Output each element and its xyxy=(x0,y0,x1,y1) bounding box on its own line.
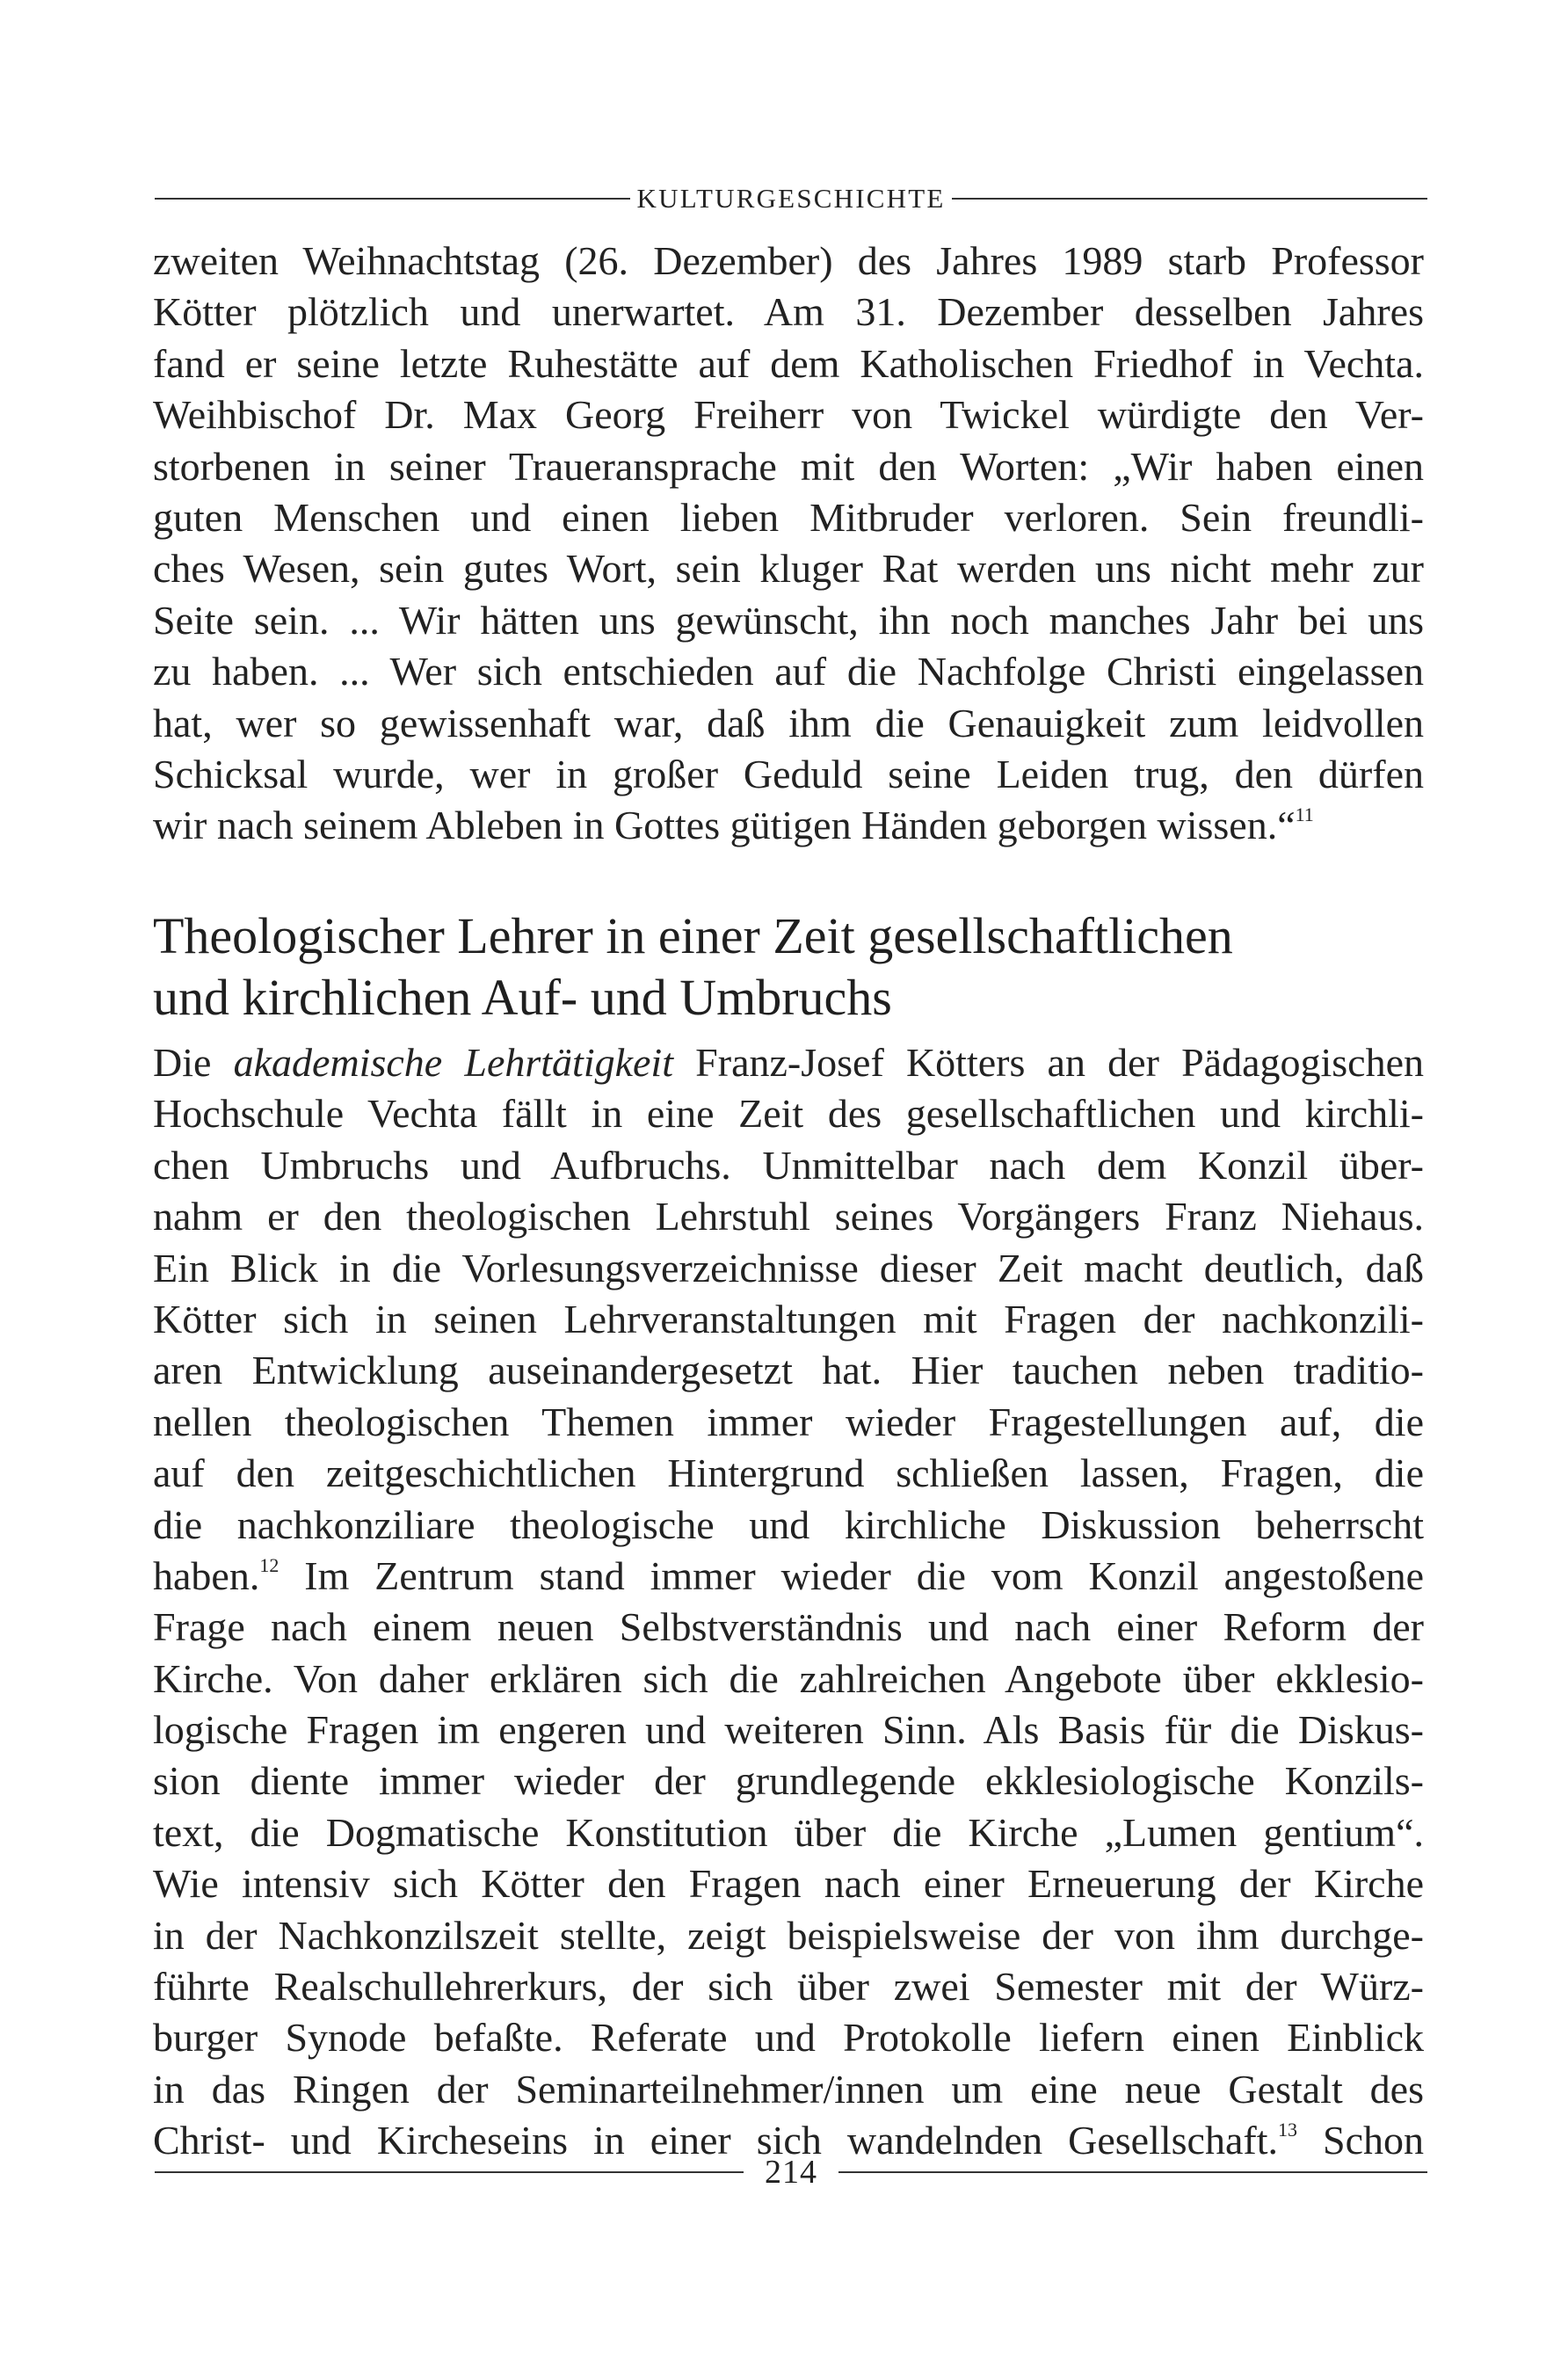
text-line xyxy=(153,1551,1424,1602)
text-line: text, die Dogmatische Konstitution über die Kirche „Lumen gentium“. xyxy=(153,1809,1424,1855)
text-line: burger Synode befaßte. Referate und Protokolle liefern einen Einblick xyxy=(153,2015,1424,2061)
text-fragment: wir nach seinem Ableben in Gottes gütigen Händen geborgen wissen.“ xyxy=(153,803,1296,848)
footnote-marker: 11 xyxy=(1295,803,1314,826)
text-line: Kötter plötzlich und unerwartet. Am 31. Dezember desselben Jahres xyxy=(153,289,1424,335)
text-line: chen Umbruchs und Aufbruchs. Unmittelbar nach dem Konzil über- xyxy=(153,1142,1424,1188)
text-fragment: Christ- und Kircheseins in einer sich wandelnden Gesellschaft. xyxy=(153,2118,1278,2163)
text-fragment: Die xyxy=(153,1040,234,1085)
page-number: 214 xyxy=(765,2154,817,2191)
footer-rule-right xyxy=(838,2171,1427,2173)
text-line: in der Nachkonzilszeit stellte, zeigt beispielsweise der von ihm durchge- xyxy=(153,1912,1424,1958)
text-line xyxy=(153,800,1424,851)
page-footer xyxy=(155,2150,1427,2194)
text-fragment: Im Zentrum stand immer wieder die vom Konzil angestoßene xyxy=(279,1552,1424,1598)
text-line: Schicksal wurde, wer in großer Geduld seine Leiden trug, den dürfen xyxy=(153,751,1424,796)
text-line: fand er seine letzte Ruhestätte auf dem Katholischen Friedhof in Vechta. xyxy=(153,340,1424,386)
text-line: aren Entwicklung auseinandergesetzt hat. Hier tauchen neben traditio- xyxy=(153,1348,1424,1393)
text-line: guten Menschen und einen lieben Mitbruder verloren. Sein freundli- xyxy=(153,494,1424,540)
text-line: Seite sein. ... Wir hätten uns gewünscht, ihn noch manches Jahr bei uns xyxy=(153,597,1424,643)
text-line: nellen theologischen Themen immer wieder Fragestellungen auf, die xyxy=(153,1399,1424,1444)
header-rule-left xyxy=(155,198,630,200)
running-header-title: KULTURGESCHICHTE xyxy=(636,183,946,214)
heading-line: Theologischer Lehrer in einer Zeit gesellschaftlichen xyxy=(153,907,1233,964)
text-line: Wie intensiv sich Kötter den Fragen nach einer Erneuerung der Kirche xyxy=(153,1861,1424,1907)
text-line: die nachkonziliare theologische und kirchliche Diskussion beherrscht xyxy=(153,1501,1424,1547)
text-fragment: Franz-Josef Kötters an der Pädagogischen xyxy=(673,1040,1424,1085)
text-line: führte Realschullehrerkurs, der sich über zwei Semester mit der Würz- xyxy=(153,1964,1424,2010)
footer-rule-left xyxy=(155,2171,744,2173)
footnote-marker: 13 xyxy=(1277,2119,1297,2141)
header-rule-right xyxy=(952,198,1427,200)
text-line: ches Wesen, sein gutes Wort, sein kluger Rat werden uns nicht mehr zur xyxy=(153,546,1424,592)
text-fragment: Schon xyxy=(1296,2118,1424,2163)
text-line: logische Fragen im engeren und weiteren Sinn. Als Basis für die Diskus- xyxy=(153,1707,1424,1753)
text-line: Weihbischof Dr. Max Georg Freiherr von Twickel würdigte den Ver- xyxy=(153,392,1424,438)
text-line: Hochschule Vechta fällt in eine Zeit des gesellschaftlichen und kirchli- xyxy=(153,1091,1424,1137)
text-line: sion diente immer wieder der grundlegende ekklesiologische Konzils- xyxy=(153,1758,1424,1804)
text-line: Ein Blick in die Vorlesungsverzeichnisse dieser Zeit macht deutlich, daß xyxy=(153,1245,1424,1290)
text-line: storbenen in seiner Traueransprache mit den Worten: „Wir haben einen xyxy=(153,443,1424,489)
text-line: Frage nach einem neuen Selbstverständnis und nach einer Reform der xyxy=(153,1604,1424,1650)
text-line: nahm er den theologischen Lehrstuhl seines Vorgängers Franz Niehaus. xyxy=(153,1194,1424,1240)
text-line: hat, wer so gewissenhaft war, daß ihm die Genauigkeit zum leidvollen xyxy=(153,700,1424,745)
text-line: zweiten Weihnachtstag (26. Dezember) des Jahres 1989 starb Professor xyxy=(153,238,1424,283)
text-line: zu haben. ... Wer sich entschieden auf die Nachfolge Christi eingelassen xyxy=(153,649,1424,694)
paragraph-2 xyxy=(153,1037,1424,2167)
text-line: auf den zeitgeschichtlichen Hintergrund schließen lassen, Fragen, die xyxy=(153,1450,1424,1496)
paragraph-1 xyxy=(153,236,1424,852)
text-line: Kirche. Von daher erklären sich die zahlreichen Angebote über ekklesio- xyxy=(153,1655,1424,1701)
text-line: Kötter sich in seinen Lehrveranstaltungen mit Fragen der nachkonzili- xyxy=(153,1296,1424,1341)
footnote-marker: 12 xyxy=(259,1553,279,1576)
text-fragment: haben. xyxy=(153,1552,260,1598)
emphasis-text: akademische Lehrtätigkeit xyxy=(233,1040,673,1085)
heading-line: und kirchlichen Auf- und Umbruchs xyxy=(153,969,892,1026)
text-line xyxy=(153,1037,1424,1088)
section-heading xyxy=(153,905,1436,1029)
running-header xyxy=(155,181,1427,216)
text-line: in das Ringen der Seminarteilnehmer/innen um eine neue Gestalt des xyxy=(153,2066,1424,2112)
